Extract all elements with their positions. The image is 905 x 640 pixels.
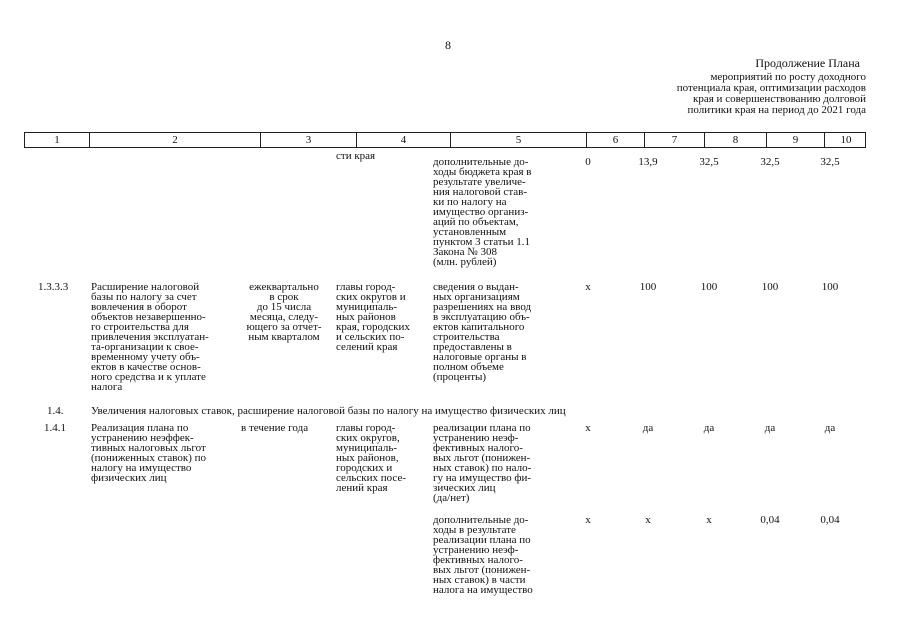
column-header-2: 2: [90, 133, 261, 147]
table-header-row: [24, 132, 866, 148]
section-title: Увеличения налоговых ставок, расширение налоговой базы по налогу на имущество физических лиц: [91, 405, 566, 417]
column-header-4: 4: [357, 133, 451, 147]
table-cell-col6: х: [585, 281, 591, 293]
table-cell-col9: 32,5: [760, 156, 780, 168]
table-cell-col10: 0,04: [820, 514, 840, 526]
plan-title: [640, 72, 866, 116]
column-header-9: 9: [767, 133, 825, 147]
column-header-5: 5: [451, 133, 587, 147]
column-header-6: 6: [587, 133, 645, 147]
table-cell-col9: 0,04: [760, 514, 780, 526]
table-cell-measure: Реализация плана по устранению неэффек- тивных налоговых льгот (пониженных ставок) по налогу на имущество физических лиц: [91, 422, 207, 484]
table-cell-deadline: в течение года: [241, 422, 309, 434]
continuation-label: Продолжение Плана: [755, 56, 860, 70]
page-number: 8: [445, 38, 451, 52]
plan-title-line: края и совершенствованию долговой: [693, 93, 866, 105]
table-cell-indicator: дополнительные до- ходы в результате реализации плана по устранению неэф- фективных налого- вых льгот (понижен- ных ставок) в части налога на имущество: [433, 514, 533, 596]
column-header-7: 7: [645, 133, 705, 147]
plan-title-line: потенциала края, оптимизации расходов: [676, 82, 866, 94]
plan-title-line: мероприятий по росту доходного: [710, 71, 866, 83]
table-cell-col6: х: [585, 422, 591, 434]
table-cell-responsible: главы город- ских округов и муниципаль- ных районов края, городских и сельских по- селений края: [336, 281, 410, 353]
table-cell-col10: да: [824, 422, 836, 434]
table-cell-col8: 32,5: [699, 156, 719, 168]
table-cell-col7: 100: [639, 281, 657, 293]
table-cell-indicator: реализации плана по устранению неэф- фективных налого- вых льгот (понижен- ных ставок) по нало- гу на имущество фи- зических лиц (да/нет): [433, 422, 532, 504]
table-cell-col7: х: [645, 514, 651, 526]
table-cell-col6: 0: [585, 156, 591, 168]
table-cell-col10: 32,5: [820, 156, 840, 168]
table-cell-number: 1.4.1: [44, 422, 66, 434]
table-cell-col8: 100: [700, 281, 718, 293]
table-cell-responsible: главы город- ских округов, муниципаль- ных районов, городских и сельских посе- лений края: [336, 422, 406, 494]
column-header-10: 10: [840, 134, 852, 146]
column-header-1: 1: [25, 133, 90, 147]
table-cell-col7: 13,9: [638, 156, 658, 168]
table-cell-number: 1.3.3.3: [38, 281, 69, 293]
table-cell-col7: да: [642, 422, 654, 434]
table-cell-col8: х: [706, 514, 712, 526]
column-header-8: 8: [705, 133, 767, 147]
section-number: 1.4.: [47, 405, 64, 417]
plan-title-line: политики края на период до 2021 года: [687, 104, 866, 116]
table-cell-col9: 100: [761, 281, 779, 293]
table-cell-measure: Расширение налоговой базы по налогу за счет вовлечения в оборот объектов незавершенно- го строительства для привлечения эксплуатан- та-организации к свое- временному учету объ- ектов в качестве основ- ного средства и к уплате налога: [91, 281, 209, 393]
table-cell-col6: х: [585, 514, 591, 526]
table-cell-indicator: дополнительные до- ходы бюджета края в результате увеличе- ния налоговой став- ки по налогу на имущество организ- аций по объектам, установленным пунктом 3 статьи 1.1 Закона № 308 (млн. рублей): [433, 156, 532, 268]
table-cell-col9: да: [764, 422, 776, 434]
table-cell-col10: 100: [821, 281, 839, 293]
table-cell-col8: да: [703, 422, 715, 434]
table-cell-responsible: сти края: [336, 150, 376, 162]
table-cell-indicator: сведения о выдан- ных организациям разрешениях на ввод в эксплуатацию объ- ектов капитального строительства предоставлены в налоговые органы в полном объеме (проценты): [433, 281, 532, 383]
table-cell-deadline: ежеквартально в срок до 15 числа месяца, следу- ющего за отчет- ным кварталом: [246, 281, 322, 343]
column-header-3: 3: [261, 133, 357, 147]
